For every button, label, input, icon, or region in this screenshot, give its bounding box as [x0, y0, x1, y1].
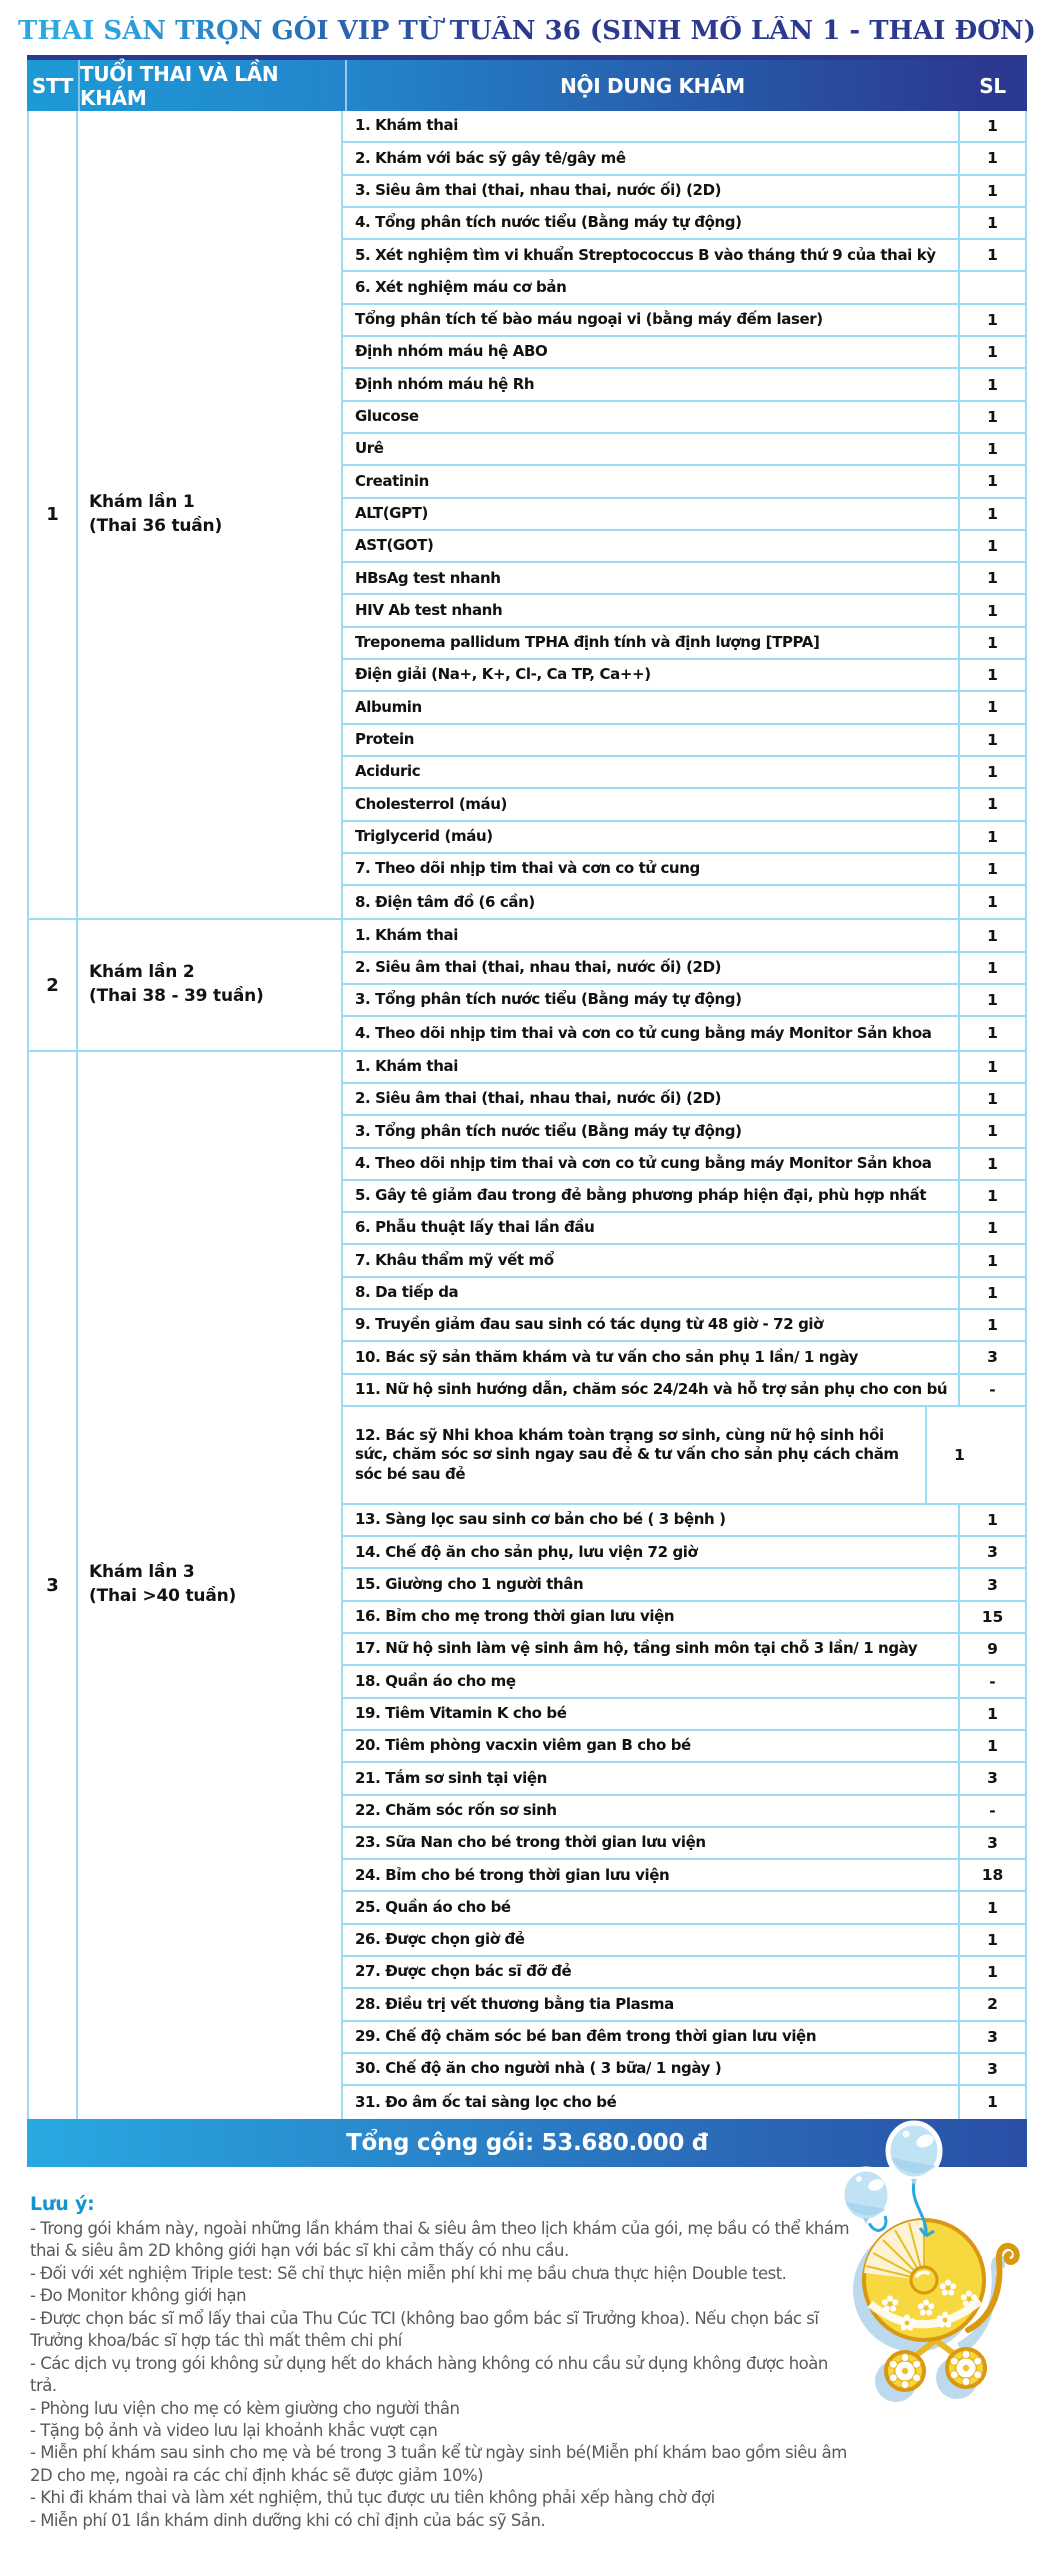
service-name: 24. Bỉm cho bé trong thời gian lưu viện [355, 1865, 670, 1884]
service-name: 1. Khám thai [355, 116, 458, 135]
service-quantity: 1 [958, 953, 1025, 983]
table-row [343, 1796, 1025, 1828]
service-quantity: 15 [958, 1602, 1025, 1632]
service-quantity: 1 [958, 822, 1025, 852]
table-row [343, 1375, 1025, 1407]
column-header-gestational-age: TUỔI THAI VÀ LẦN KHÁM [78, 60, 345, 111]
service-quantity: 1 [958, 886, 1025, 918]
service-name: Albumin [355, 697, 422, 716]
service-quantity: 1 [958, 434, 1025, 464]
table-row [343, 1763, 1025, 1795]
table-row [343, 1505, 1025, 1537]
service-quantity: - [958, 1666, 1025, 1696]
service-quantity: 3 [958, 1569, 1025, 1599]
table-section-1 [29, 111, 1025, 920]
note-item: - Đo Monitor không giới hạn [30, 2286, 247, 2306]
service-quantity: 1 [958, 1892, 1025, 1922]
service-quantity: 1 [958, 1505, 1025, 1535]
service-name: 22. Chăm sóc rốn sơ sinh [355, 1800, 557, 1819]
service-name: Điện giải (Na+, K+, Cl-, Ca TP, Ca++) [355, 665, 651, 684]
table-row [343, 886, 1025, 918]
service-name: 16. Bỉm cho mẹ trong thời gian lưu viện [355, 1607, 675, 1626]
service-quantity: 1 [958, 240, 1025, 270]
note-item: - Đối với xét nghiệm Triple test: Sẽ chỉ thực hiện miễn phí khi mẹ bầu chưa thực hiện Double test. [30, 2263, 787, 2283]
service-quantity: 1 [958, 660, 1025, 690]
table-section-2 [29, 920, 1025, 1051]
table-row [343, 725, 1025, 757]
balloons [842, 2123, 940, 2224]
service-quantity: 1 [958, 176, 1025, 206]
service-name: Tổng phân tích tế bào máu ngoại vi (bằng máy đếm laser) [355, 310, 823, 329]
service-quantity: 1 [958, 1957, 1025, 1987]
service-quantity: 1 [958, 1731, 1025, 1761]
notes-section [30, 2193, 858, 2532]
service-quantity: 1 [958, 1084, 1025, 1114]
service-quantity: 1 [958, 111, 1025, 141]
table-row [343, 1084, 1025, 1116]
table-body [27, 111, 1027, 2119]
service-quantity: 2 [958, 1989, 1025, 2019]
table-row [343, 1731, 1025, 1763]
table-row [343, 1634, 1025, 1666]
service-name: HBsAg test nhanh [355, 568, 501, 587]
section-rows [343, 1052, 1025, 2119]
service-name: ALT(GPT) [355, 503, 428, 522]
service-quantity: 1 [958, 1699, 1025, 1729]
service-name: HIV Ab test nhanh [355, 600, 503, 619]
service-name: 1. Khám thai [355, 1057, 458, 1075]
section-label-line2: (Thai 38 - 39 tuần) [89, 986, 264, 1007]
balloon-top [888, 2123, 940, 2185]
service-name: 6. Phẫu thuật lấy thai lần đầu [355, 1218, 595, 1237]
section-stt: 2 [29, 920, 78, 1049]
service-name: 9. Truyền giảm đau sau sinh có tác dụng từ 48 giờ - 72 giờ [355, 1315, 824, 1334]
baby-carriage-illustration [828, 2108, 1054, 2450]
table-row [343, 1278, 1025, 1310]
service-quantity: 9 [958, 1634, 1025, 1664]
table-row [343, 757, 1025, 789]
service-name: 2. Siêu âm thai (thai, nhau thai, nước ối) (2D) [355, 1089, 722, 1108]
table-row [343, 143, 1025, 175]
service-name: 28. Điều trị vết thương bằng tia Plasma [355, 1994, 674, 2013]
service-quantity: 1 [958, 1052, 1025, 1082]
service-name: 11. Nữ hộ sinh hướng dẫn, chăm sóc 24/24h và hỗ trợ sản phụ cho con bú [355, 1379, 948, 1398]
service-name: 14. Chế độ ăn cho sản phụ, lưu viện 72 giờ [355, 1542, 698, 1561]
note-item: - Các dịch vụ trong gói không sử dụng hết do khách hàng không có nhu cầu sử dụng không được hoàn trả. [30, 2353, 828, 2396]
table-row [343, 1537, 1025, 1569]
section-label [78, 920, 343, 1049]
service-name: 4. Theo dõi nhịp tim thai và cơn co tử cung bằng máy Monitor Sản khoa [355, 1153, 932, 1172]
table-row [343, 466, 1025, 498]
table-row [343, 1666, 1025, 1698]
section-label-line2: (Thai >40 tuần) [89, 1586, 237, 1607]
service-quantity: 1 [958, 985, 1025, 1015]
note-item: - Miễn phí 01 lần khám dinh dưỡng khi có chỉ định của bác sỹ Sản. [30, 2510, 546, 2530]
note-item: - Trong gói khám này, ngoài những lần khám thai & siêu âm theo lịch khám của gói, mẹ bầu có thể khám thai & siêu âm 2D không giới hạn với bác sĩ khi cảm thấy có nhu cầu. [30, 2219, 850, 2261]
service-name: 31. Đo âm ốc tai sàng lọc cho bé [355, 2092, 617, 2111]
table-row [343, 1116, 1025, 1148]
service-quantity: 1 [958, 208, 1025, 238]
table-row [343, 789, 1025, 821]
service-quantity: 1 [958, 595, 1025, 625]
service-name: 3. Tổng phân tích nước tiểu (Bằng máy tự động) [355, 1121, 742, 1140]
table-row [343, 1310, 1025, 1342]
carriage-body [864, 2220, 984, 2340]
table-row [343, 628, 1025, 660]
section-label-line1: Khám lần 1 [89, 491, 195, 512]
section-stt: 1 [29, 111, 78, 918]
notes-heading: Lưu ý: [30, 2193, 95, 2215]
service-name: 29. Chế độ chăm sóc bé ban đêm trong thời gian lưu viện [355, 2027, 817, 2046]
service-name: 5. Xét nghiệm tìm vi khuẩn Streptococcus B vào tháng thứ 9 của thai kỳ [355, 245, 936, 264]
service-quantity: 1 [958, 402, 1025, 432]
service-name: 4. Theo dõi nhịp tim thai và cơn co tử cung bằng máy Monitor Sản khoa [355, 1023, 932, 1042]
service-name: 2. Khám với bác sỹ gây tê/gây mê [355, 148, 626, 167]
service-name: 7. Khâu thẩm mỹ vết mổ [355, 1250, 554, 1269]
section-label-line2: (Thai 36 tuần) [89, 515, 223, 536]
table-row [343, 2022, 1025, 2054]
section-rows [343, 920, 1025, 1049]
service-quantity: 1 [958, 369, 1025, 399]
table-row [343, 1828, 1025, 1860]
table-row [343, 1699, 1025, 1731]
page-title: THAI SẢN TRỌN GÓI VIP TỪ TUẦN 36 (SINH MỔ LẦN 1 - THAI ĐƠN) [0, 16, 1054, 46]
table-row [343, 176, 1025, 208]
table-row [343, 531, 1025, 563]
table-row [343, 1149, 1025, 1181]
service-name: Glucose [355, 407, 419, 426]
service-quantity: 1 [958, 499, 1025, 529]
service-name: 15. Giường cho 1 người thân [355, 1574, 584, 1593]
service-name: 27. Được chọn bác sĩ đỡ đẻ [355, 1962, 572, 1981]
service-name: 8. Da tiếp da [355, 1283, 459, 1302]
service-quantity: 1 [958, 143, 1025, 173]
notes-list [30, 2218, 858, 2532]
table-row [343, 1213, 1025, 1245]
service-name: 2. Siêu âm thai (thai, nhau thai, nước ối) (2D) [355, 958, 722, 977]
service-quantity: 1 [958, 1245, 1025, 1275]
service-quantity: 1 [958, 531, 1025, 561]
table-row [343, 1052, 1025, 1084]
service-quantity: - [958, 1375, 1025, 1405]
service-name: 10. Bác sỹ sản thăm khám và tư vấn cho sản phụ 1 lần/ 1 ngày [355, 1347, 858, 1366]
table-section-3 [29, 1052, 1025, 2119]
table-row [343, 854, 1025, 886]
package-price-table [27, 55, 1027, 2167]
table-row [343, 985, 1025, 1017]
service-name: 7. Theo dõi nhịp tim thai và cơn co tử cung [355, 859, 700, 878]
service-quantity: 1 [958, 854, 1025, 884]
service-name: Triglycerid (máu) [355, 826, 493, 845]
service-quantity: 1 [958, 1017, 1025, 1049]
service-name: Định nhóm máu hệ Rh [355, 374, 535, 393]
table-row [343, 499, 1025, 531]
service-quantity: 1 [958, 1116, 1025, 1146]
service-quantity: 3 [958, 1342, 1025, 1372]
table-row [343, 920, 1025, 952]
service-quantity: 1 [958, 337, 1025, 367]
service-quantity: 18 [958, 1860, 1025, 1890]
service-name: 21. Tắm sơ sinh tại viện [355, 1768, 547, 1787]
service-name: 25. Quần áo cho bé [355, 1897, 511, 1916]
table-row [343, 1602, 1025, 1634]
service-name: 1. Khám thai [355, 925, 458, 944]
service-name: 4. Tổng phân tích nước tiểu (Bằng máy tự động) [355, 213, 742, 232]
table-row [343, 1569, 1025, 1601]
table-row [343, 660, 1025, 692]
service-quantity: 1 [958, 1181, 1025, 1211]
table-row [343, 1860, 1025, 1892]
table-row [343, 402, 1025, 434]
service-quantity: 1 [925, 1407, 992, 1503]
service-name: 5. Gây tê giảm đau trong đẻ bằng phương pháp hiện đại, phù hợp nhất [355, 1186, 927, 1205]
table-row [343, 272, 1025, 304]
note-item: - Tặng bộ ảnh và video lưu lại khoảnh khắc vượt cạn [30, 2420, 438, 2440]
service-quantity: 1 [958, 1925, 1025, 1955]
table-row [343, 337, 1025, 369]
service-name: 30. Chế độ ăn cho người nhà ( 3 bữa/ 1 ngày ) [355, 2059, 722, 2078]
section-rows [343, 111, 1025, 918]
table-row [343, 1181, 1025, 1213]
table-row [343, 692, 1025, 724]
service-quantity [958, 272, 1025, 302]
table-row [343, 595, 1025, 627]
table-row [343, 563, 1025, 595]
service-name: Urê [355, 439, 384, 458]
balloon-bottom [842, 2169, 890, 2224]
table-row [343, 1925, 1025, 1957]
service-quantity: 1 [958, 563, 1025, 593]
service-name: 20. Tiêm phòng vacxin viêm gan B cho bé [355, 1736, 691, 1755]
service-name: 13. Sàng lọc sau sinh cơ bản cho bé ( 3 bệnh ) [355, 1510, 726, 1529]
service-quantity: 1 [958, 757, 1025, 787]
service-quantity: 1 [958, 692, 1025, 722]
service-name: 26. Được chọn giờ đẻ [355, 1930, 525, 1949]
service-quantity: 3 [958, 1828, 1025, 1858]
service-quantity: 1 [958, 1213, 1025, 1243]
service-name: Creatinin [355, 471, 429, 490]
table-row [343, 1017, 1025, 1049]
table-row [343, 1407, 1025, 1505]
service-name: Aciduric [355, 762, 421, 781]
service-name: 3. Tổng phân tích nước tiểu (Bằng máy tự động) [355, 990, 742, 1009]
service-quantity: - [958, 1796, 1025, 1826]
service-name: Định nhóm máu hệ ABO [355, 342, 548, 361]
service-name: Treponema pallidum TPHA định tính và định lượng [TPPA] [355, 633, 820, 652]
service-quantity: 3 [958, 2022, 1025, 2052]
table-header-row [27, 55, 1027, 111]
section-label-line1: Khám lần 3 [89, 1562, 195, 1583]
note-item: - Được chọn bác sĩ mổ lấy thai của Thu Cúc TCI (không bao gồm bác sĩ Trưởng khoa). Nếu chọn bác sĩ Trưởng khoa/bác sĩ hợp tác thì mất thêm chi phí [30, 2308, 819, 2351]
carriage-wheels [886, 2349, 985, 2390]
section-stt: 3 [29, 1052, 78, 2119]
table-row [343, 2054, 1025, 2086]
table-row [343, 1989, 1025, 2021]
table-row [343, 1892, 1025, 1924]
service-quantity: 1 [958, 1310, 1025, 1340]
service-name: AST(GOT) [355, 536, 434, 555]
column-header-quantity: SL [979, 73, 1006, 98]
service-quantity: 1 [958, 305, 1025, 335]
service-quantity: 1 [958, 920, 1025, 950]
table-row [343, 1342, 1025, 1374]
service-quantity: 3 [958, 1537, 1025, 1567]
service-name: Protein [355, 730, 415, 749]
section-label [78, 111, 343, 918]
table-row [343, 822, 1025, 854]
service-quantity: 1 [958, 725, 1025, 755]
section-label-line1: Khám lần 2 [89, 962, 195, 983]
service-name: 12. Bác sỹ Nhi khoa khám toàn trạng sơ sinh, cùng nữ hộ sinh hồi sức, chăm sóc sơ sinh ngay sau đẻ & tư vấn cho sản phụ cách chăm sóc bé sau đẻ [355, 1425, 899, 1483]
service-name: Cholesterrol (máu) [355, 794, 507, 813]
service-name: 18. Quần áo cho mẹ [355, 1671, 516, 1690]
table-row [343, 111, 1025, 143]
service-name: 8. Điện tâm đồ (6 cần) [355, 892, 535, 911]
service-quantity: 3 [958, 1763, 1025, 1793]
table-row [343, 953, 1025, 985]
service-name: 17. Nữ hộ sinh làm vệ sinh âm hộ, tầng sinh môn tại chỗ 3 lần/ 1 ngày [355, 1639, 918, 1658]
service-quantity: 1 [958, 1278, 1025, 1308]
table-row [343, 369, 1025, 401]
note-item: - Phòng lưu viện cho mẹ có kèm giường cho người thân [30, 2398, 460, 2418]
service-name: 6. Xét nghiệm máu cơ bản [355, 277, 567, 296]
service-quantity: 1 [958, 466, 1025, 496]
service-name: 23. Sữa Nan cho bé trong thời gian lưu viện [355, 1833, 706, 1852]
table-row [343, 1245, 1025, 1277]
table-row [343, 305, 1025, 337]
section-label [78, 1052, 343, 2119]
table-row [343, 434, 1025, 466]
note-item: - Khi đi khám thai và làm xét nghiệm, thủ tục được ưu tiên không phải xếp hàng chờ đợi [30, 2488, 715, 2508]
service-quantity: 1 [958, 789, 1025, 819]
service-quantity: 3 [958, 2054, 1025, 2084]
table-row [343, 1957, 1025, 1989]
service-quantity: 1 [958, 2086, 1025, 2118]
service-name: 3. Siêu âm thai (thai, nhau thai, nước ối) (2D) [355, 180, 722, 199]
service-quantity: 1 [958, 1149, 1025, 1179]
service-name: 19. Tiêm Vitamin K cho bé [355, 1704, 567, 1723]
column-header-stt: STT [31, 73, 74, 98]
note-item: - Miễn phí khám sau sinh cho mẹ và bé trong 3 tuần kể từ ngày sinh bé(Miễn phí khám bao gồm siêu âm 2D cho mẹ, ngoài ra các chỉ định khác sẽ được giảm 10%) [30, 2443, 847, 2485]
package-total-label: Tổng cộng gói: 53.680.000 đ [346, 2129, 708, 2156]
table-row [343, 208, 1025, 240]
table-row [343, 240, 1025, 272]
column-header-exam-content: NỘI DUNG KHÁM [345, 60, 958, 111]
service-quantity: 1 [958, 628, 1025, 658]
